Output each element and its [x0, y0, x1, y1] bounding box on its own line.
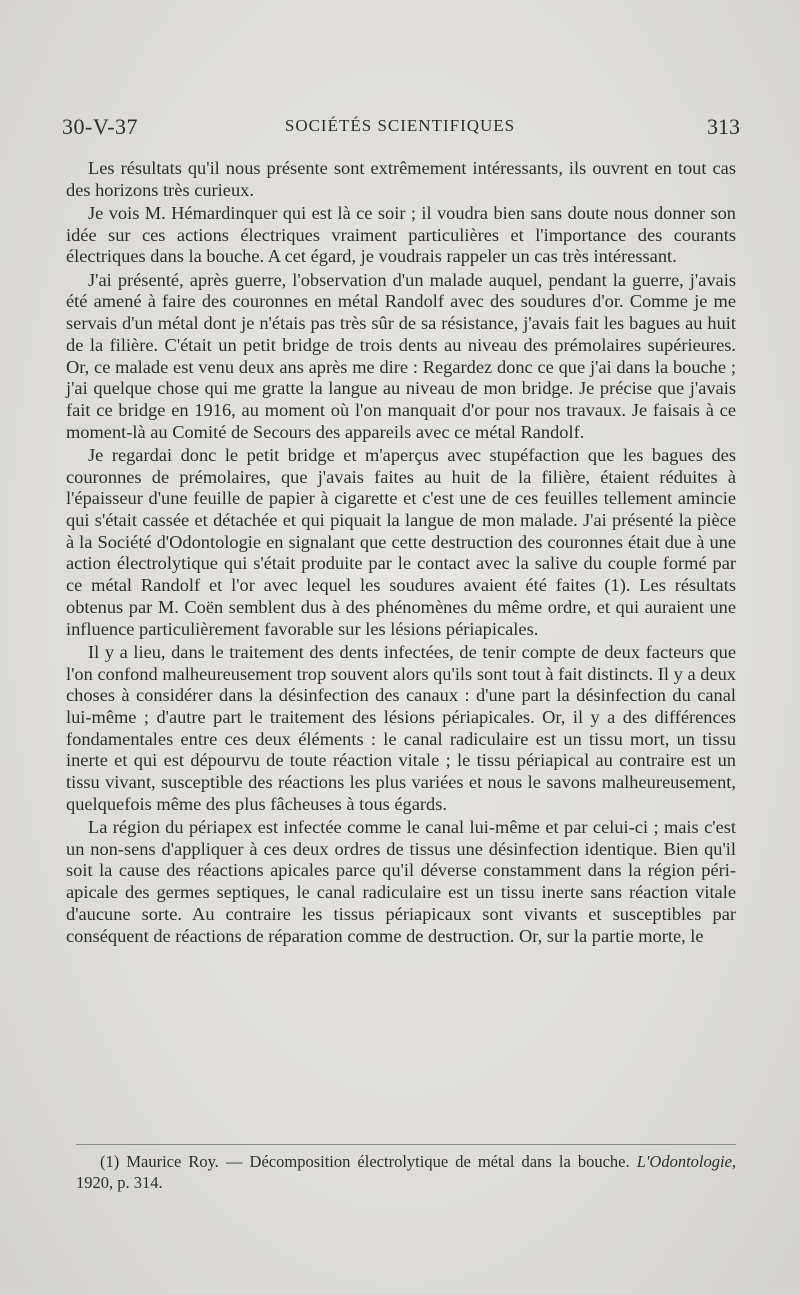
running-header: [60, 112, 740, 146]
paragraph: Les résultats qu'il nous présente sont extrêmement intéressants, ils ouvrent en tout cas des horizons très curieux.: [66, 158, 736, 200]
paragraph: J'ai présenté, après guerre, l'observation d'un malade auquel, pendant la guerre, j'avais été amené à faire des couronnes en métal Randolf avec des soudures d'or. Comme je me servais d'un métal dont je n'étais pas très sûr de sa résistance, j'avais fait les bagues au huit de la filière. C'était un petit bridge de trois dents au niveau des prémolaires supérieures. Or, ce malade est venu deux ans après me dire : Regardez donc ce que j'ai dans la bouche ; j'ai quelque chose qui me gratte la langue au niveau de mon bridge. Je précise que j'avais fait ce bridge en 1916, au moment où l'on manquait d'or pour nos travaux. Je faisais à ce moment-là au Comité de Secours des appareils avec ce métal Randolf.: [66, 269, 736, 442]
header-date: 30-V-37: [62, 114, 139, 139]
paragraph: La région du périapex est infectée comme le canal lui-même et par celui-ci ; mais c'est un non-sens d'appliquer à ces deux ordres de tissus une désinfection identique. Bien qu'il soit la cause des réactions apicales parce qu'il déverse constamment dans la région péri-apicale des germes septiques, le canal radiculaire est un tissu inerte sans réaction vitale d'aucune sorte. Au contraire les tissus périapicaux sont vivants et susceptibles par conséquent de réactions de réparation comme de destruction. Or, sur la partie morte, le: [66, 817, 736, 946]
paragraph: Je vois M. Hémardinquer qui est là ce soir ; il voudra bien sans doute nous donner son idée sur ces actions électriques vraiment particulières et l'importance des courants électriques dans la bouche. A cet égard, je voudrais rappeler un cas très intéressant.: [66, 203, 736, 267]
paragraph: Je regardai donc le petit bridge et m'aperçus avec stupéfaction que les bagues des couronnes de prémolaires, que j'avais faites au huit de la filière, étaient réduites à l'épaisseur d'une feuille de papier à cigarette et c'est une de ces feuilles tellement amincie qui s'était cassée et détachée et qui piquait la langue de mon malade. J'ai présenté la pièce à la Société d'Odontologie en signalant que cette destruction des couronnes était due à une action électrolytique qui s'était produite par le contact avec la salive du couple formé par ce métal Randolf et l'or avec lequel les soudures avaient été faites (1). Les résultats obtenus par M. Coën semblent dus à des phénomènes du même ordre, et qui auraient une influence particulièrement favorable sur les lésions périapicales.: [66, 444, 736, 639]
body-text: [66, 158, 736, 949]
footnote-details: , 1920, p. 314.: [76, 1152, 737, 1192]
footnote: [76, 1151, 736, 1193]
header-title: SOCIÉTÉS SCIENTIFIQUES: [284, 116, 516, 135]
paragraph: Il y a lieu, dans le traitement des dents infectées, de tenir compte de deux facteurs que l'on confond malheureusement trop souvent alors qu'ils sont tout à fait distincts. Il y a deux choses à considérer dans la désinfection des canaux : d'une part la désinfection du canal lui-même ; d'autre part le traitement des lésions périapicales. Or, il y a des différences fondamentales entre ces deux éléments : le canal radiculaire est un tissu mort, un tissu inerte et qui est dépourvu de toute réaction vitale ; le tissu périapical au contraire est un tissu vivant, susceptible des réactions les plus variées et nous le savons malheureusement, quelquefois même des plus fâcheuses à tous égards.: [66, 641, 736, 814]
footnote-source: L'Odontologie: [636, 1152, 732, 1171]
footnote-text: Maurice Roy. — Décomposition électrolytique de métal dans la bouche.: [126, 1152, 630, 1171]
footnote-marker: (1): [100, 1152, 120, 1171]
page-number: 313: [707, 114, 740, 139]
footnote-divider: [76, 1144, 736, 1145]
